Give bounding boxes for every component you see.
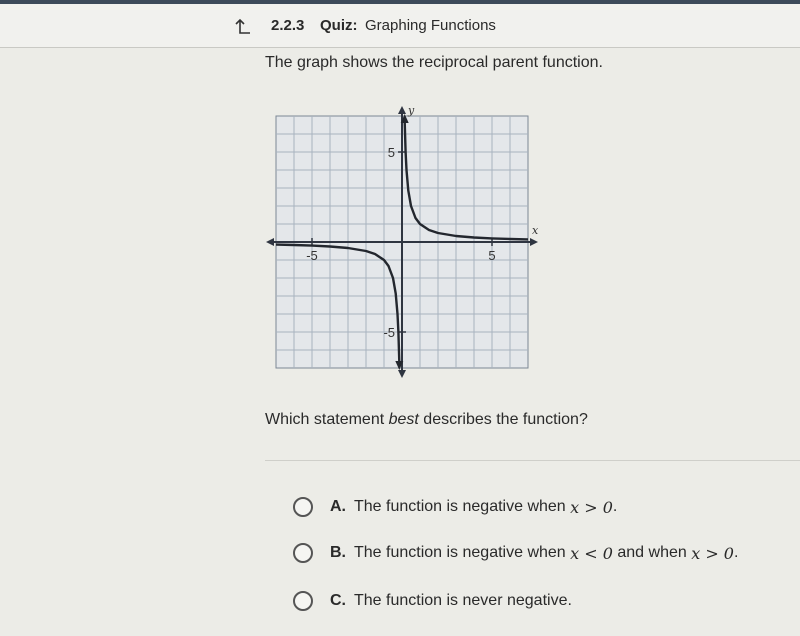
option-text: The function is negative when	[354, 498, 571, 515]
option-letter: B.	[330, 544, 346, 561]
option-letter: A.	[330, 498, 346, 515]
question-divider	[265, 460, 800, 461]
option-text: .	[612, 498, 618, 515]
option-math: x < 0	[570, 543, 613, 563]
quiz-title: Graphing Functions	[365, 17, 496, 34]
y-tick-label: -5	[383, 325, 395, 340]
radio-button-c[interactable]	[293, 591, 313, 611]
y-axis-label: y	[408, 104, 415, 117]
question-emphasis: best	[388, 411, 419, 428]
y-tick-label: 5	[387, 145, 395, 160]
x-tick-label: 5	[488, 248, 496, 263]
reciprocal-function-graph	[262, 102, 542, 382]
option-text: and when	[612, 544, 692, 561]
question-text-end: describes the function?	[418, 411, 588, 428]
radio-button-a[interactable]	[293, 497, 313, 517]
radio-button-b[interactable]	[293, 543, 313, 563]
answer-option-c[interactable]	[293, 588, 572, 614]
question-text	[265, 411, 588, 429]
back-arrow-icon[interactable]	[233, 18, 251, 36]
answer-option-a[interactable]	[293, 494, 617, 520]
quiz-label: Quiz:	[320, 17, 358, 34]
y-axis-arrow-up	[398, 106, 406, 114]
quiz-header	[0, 4, 800, 48]
option-math: x > 0	[570, 497, 613, 517]
option-letter: C.	[330, 592, 346, 609]
question-number: 2.2.3	[271, 17, 305, 34]
graph-prompt: The graph shows the reciprocal parent function.	[265, 54, 603, 71]
option-text: The function is negative when	[354, 544, 571, 561]
y-axis-arrow-down	[398, 370, 406, 378]
x-axis-label: x	[532, 224, 539, 237]
x-axis-arrow-right	[530, 238, 538, 246]
answer-option-b[interactable]	[293, 540, 738, 566]
x-axis-arrow-left	[266, 238, 274, 246]
x-tick-label: -5	[306, 248, 318, 263]
option-text: .	[733, 544, 739, 561]
option-text: The function is never negative.	[354, 592, 572, 609]
option-math: x > 0	[691, 543, 734, 563]
question-text-start: Which statement	[265, 411, 389, 428]
